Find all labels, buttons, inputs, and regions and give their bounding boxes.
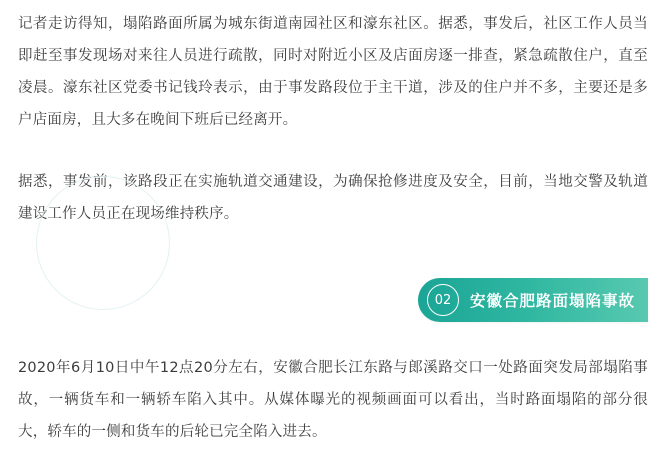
section-number: 02 — [427, 284, 459, 316]
paragraph-3: 2020年6月10日中午12点20分左右，安徽合肥长江东路与郎溪路交口一处路面突发局部塌陷事故，一辆货车和一辆轿车陷入其中。从媒体曝光的视频画面可以看出，当时路面塌陷的部分很大，轿车的一侧和货车的后轮已完全陷入进去。 — [18, 360, 648, 440]
section-heading-banner — [418, 278, 648, 322]
section-title: 安徽合肥路面塌陷事故 — [470, 292, 636, 310]
paragraph-1: 记者走访得知，塌陷路面所属为城东街道南园社区和濠东社区。据悉，事发后，社区工作人员当即赶至事发现场对来往人员进行疏散，同时对附近小区及店面房逐一排查，紧急疏散住户，直至凌晨。濠东社区党委书记钱玲表示，由于事发路段位于主干道，涉及的住户并不多，主要还是多户店面房，且大多在晚间下班后已经离开。 — [18, 16, 648, 128]
paragraph-2: 据悉，事发前，该路段正在实施轨道交通建设，为确保抢修进度及安全，目前，当地交警及轨道建设工作人员正在现场维持秩序。 — [18, 174, 648, 222]
